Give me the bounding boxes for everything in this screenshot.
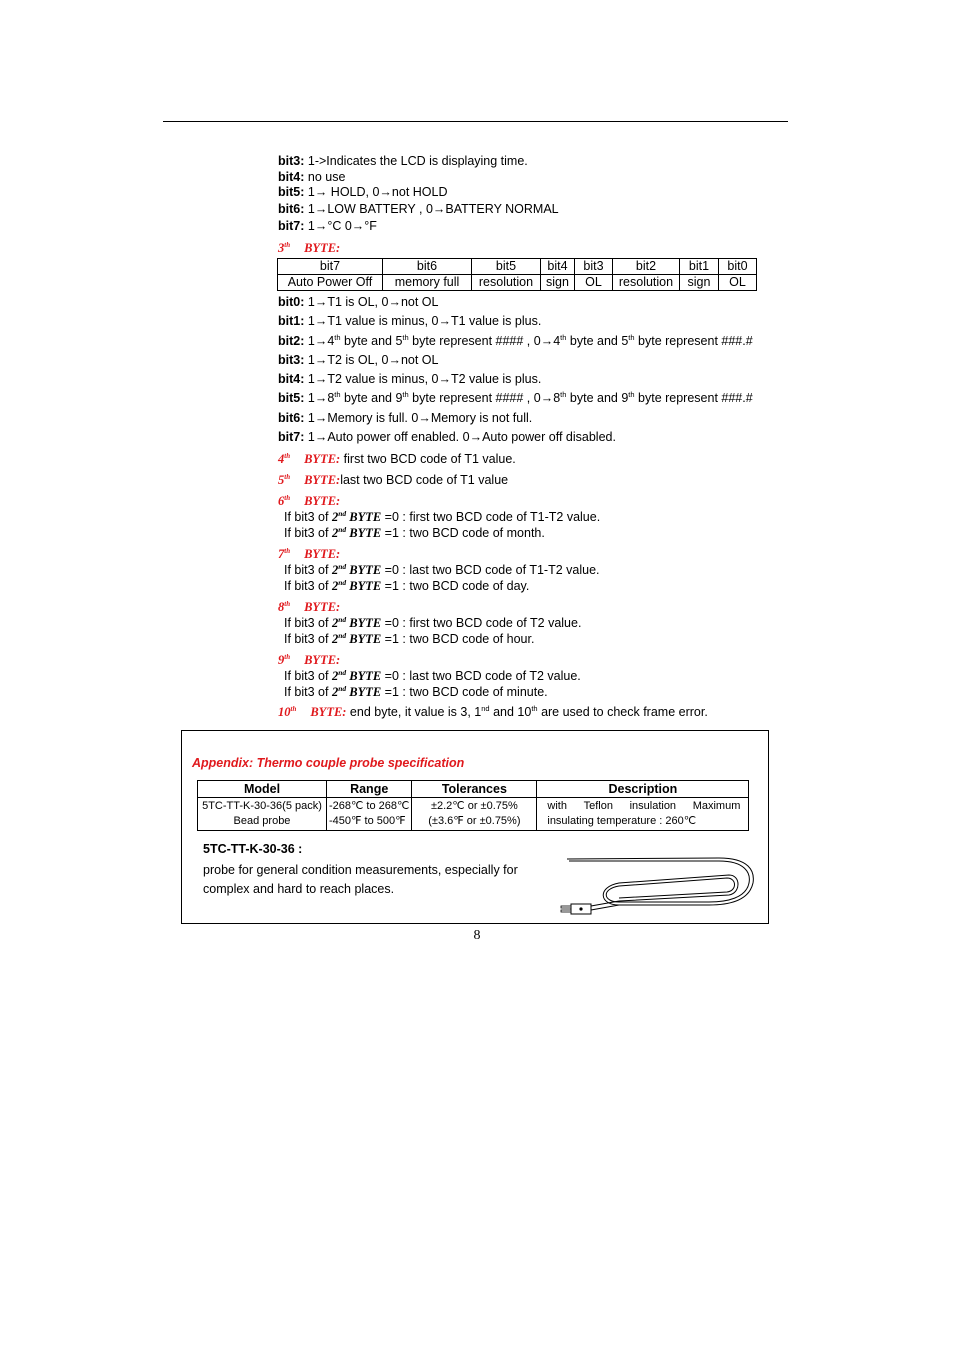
model-cell (198, 798, 327, 831)
tolerance-cell (412, 798, 537, 831)
desc-word: Teflon (583, 800, 613, 812)
spec-row (198, 798, 749, 831)
header-rule (163, 121, 788, 122)
bit-value-cell: OL (719, 275, 757, 291)
byte7-line0: If bit3 of 2nd BYTE =0 : last two BCD code of T1-T2 value. (284, 561, 600, 577)
model-line: 5TC-TT-K-30-36(5 pack) (202, 800, 322, 812)
byte7-line1: If bit3 of 2nd BYTE =1 : two BCD code of day. (284, 577, 530, 593)
probe-name: 5TC-TT-K-30-36 : (203, 842, 303, 856)
byte3-bit2: bit2: 1→4th byte and 5th byte represent #### , 0→4th byte and 5th byte represent ###.# (278, 332, 753, 348)
byte9-heading: 9th BYTE: (278, 652, 341, 667)
byte2-bit6: bit6: 1→LOW BATTERY , 0→BATTERY NORMAL (278, 202, 559, 216)
bit-value-cell: sign (541, 275, 575, 291)
description-header: Description (537, 781, 749, 798)
byte4-line: 4th BYTE: first two BCD code of T1 value. (278, 451, 516, 466)
byte6-line0: If bit3 of 2nd BYTE =0 : first two BCD code of T1-T2 value. (284, 508, 601, 524)
byte10-line: 10th BYTE: end byte, it value is 3, 1nd and 10th are used to check frame error. (278, 703, 708, 719)
bit-header-cell: bit2 (613, 259, 680, 275)
bit-value-cell: resolution (613, 275, 680, 291)
spec-header-row (198, 781, 749, 798)
byte8-heading: 8th BYTE: (278, 599, 341, 614)
bit-header-cell: bit6 (383, 259, 472, 275)
page-number: 8 (473, 928, 481, 943)
tolerance-fahrenheit: (±3.6℉ or ±0.75%) (428, 815, 521, 827)
probe-description: probe for general condition measurements, especially for complex and hard to reach places. (203, 863, 518, 896)
byte8-line1: If bit3 of 2nd BYTE =1 : two BCD code of hour. (284, 630, 535, 646)
byte3-bit7: bit7: 1→Auto power off enabled. 0→Auto power off disabled. (278, 430, 616, 444)
range-cell (327, 798, 412, 831)
bit-header-cell: bit3 (575, 259, 613, 275)
bit-header-cell: bit1 (680, 259, 719, 275)
model-type: Bead probe (233, 815, 291, 827)
description-line1 (539, 799, 746, 814)
byte8-line0: If bit3 of 2nd BYTE =0 : first two BCD code of T2 value. (284, 614, 582, 630)
bit-header-cell: bit4 (541, 259, 575, 275)
description-line2: insulating temperature : 260℃ (547, 815, 697, 827)
byte9-line0: If bit3 of 2nd BYTE =0 : last two BCD code of T2 value. (284, 667, 581, 683)
description-cell (537, 798, 749, 831)
bit-header-cell: bit0 (719, 259, 757, 275)
appendix-box (181, 730, 769, 924)
byte3-bit3: bit3: 1→T2 is OL, 0→not OL (278, 353, 439, 367)
tolerance-celsius: ±2.2℃ or ±0.75% (430, 800, 518, 812)
byte2-bit7: bit7: 1→°C 0→°F (278, 219, 377, 233)
range-celsius: -268℃ to 268℃ (329, 800, 410, 812)
byte6-line1: If bit3 of 2nd BYTE =1 : two BCD code of month. (284, 524, 545, 540)
byte2-bit3: bit3: 1->Indicates the LCD is displaying time. (278, 154, 528, 168)
desc-word: with (547, 800, 567, 812)
byte6-heading: 6th BYTE: (278, 493, 341, 508)
bit-value-cell: memory full (383, 275, 472, 291)
thermocouple-probe-illustration (559, 853, 759, 919)
bit-value-cell: Auto Power Off (278, 275, 383, 291)
byte5-line: 5th BYTE:last two BCD code of T1 value (278, 472, 509, 487)
byte2-bit5: bit5: 1→ HOLD, 0→not HOLD (278, 185, 448, 199)
appendix-title: Appendix: Thermo couple probe specification (192, 756, 465, 770)
byte3-bit5: bit5: 1→8th byte and 9th byte represent #### , 0→8th byte and 9th byte represent ###.# (278, 389, 753, 405)
byte3-bit4: bit4: 1→T2 value is minus, 0→T2 value is plus. (278, 372, 542, 386)
model-header: Model (198, 781, 327, 798)
byte9-line1: If bit3 of 2nd BYTE =1 : two BCD code of minute. (284, 683, 548, 699)
bit-header-cell: bit5 (472, 259, 541, 275)
desc-word: insulation (629, 800, 677, 812)
byte2-bit4: bit4: no use (278, 170, 346, 184)
bit-table-header-row (278, 259, 757, 275)
byte3-heading: 3th BYTE: (278, 240, 341, 255)
byte7-heading: 7th BYTE: (278, 546, 341, 561)
bit-value-cell: OL (575, 275, 613, 291)
byte3-bit6: bit6: 1→Memory is full. 0→Memory is not full. (278, 411, 533, 425)
byte3-bit0: bit0: 1→T1 is OL, 0→not OL (278, 295, 439, 309)
bit-table-value-row (278, 275, 757, 291)
probe-spec-table (197, 780, 749, 831)
byte3-bit-table (277, 258, 757, 291)
bit-header-cell: bit7 (278, 259, 383, 275)
range-fahrenheit: -450℉ to 500℉ (329, 815, 406, 827)
range-header: Range (327, 781, 412, 798)
bit-value-cell: sign (680, 275, 719, 291)
bit-value-cell: resolution (472, 275, 541, 291)
desc-word: Maximum (692, 800, 741, 812)
tolerances-header: Tolerances (412, 781, 537, 798)
byte3-bit1: bit1: 1→T1 value is minus, 0→T1 value is plus. (278, 314, 542, 328)
